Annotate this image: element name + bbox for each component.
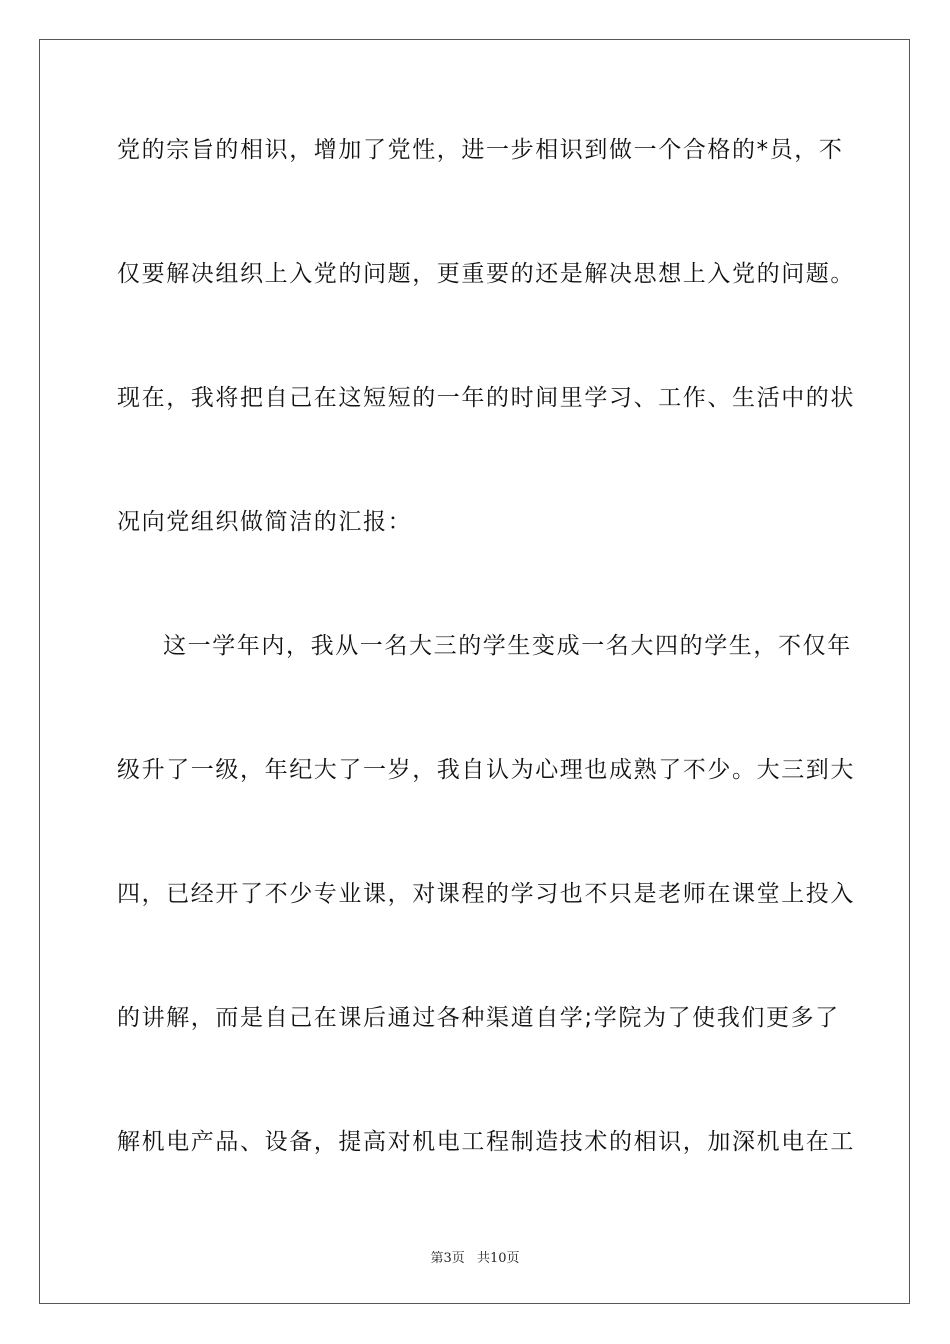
page-frame bbox=[39, 39, 910, 1304]
text-line-1: 党的宗旨的相识，增加了党性，进一步相识到做一个合格的*员，不 bbox=[117, 137, 844, 163]
text-line-2: 仅要解决组织上入党的问题，更重要的还是解决思想上入党的问题。 bbox=[117, 261, 855, 287]
text-line-7: 四，已经开了不少专业课，对课程的学习也不只是老师在课堂上投入 bbox=[117, 881, 855, 907]
text-line-4: 况向党组织做简洁的汇报： bbox=[117, 509, 413, 535]
page-total: 共10页 bbox=[476, 1251, 520, 1266]
text-line-3: 现在，我将把自己在这短短的一年的时间里学习、工作、生活中的状 bbox=[117, 385, 855, 411]
text-line-8: 的讲解，而是自己在课后通过各种渠道自学;学院为了使我们更多了 bbox=[117, 1005, 840, 1031]
text-line-9: 解机电产品、设备，提高对机电工程制造技术的相识，加深机电在工 bbox=[117, 1129, 855, 1155]
text-line-5: 这一学年内，我从一名大三的学生变成一名大四的学生，不仅年 bbox=[163, 633, 852, 659]
page-footer bbox=[0, 1247, 950, 1266]
text-line-6: 级升了一级，年纪大了一岁，我自认为心理也成熟了不少。大三到大 bbox=[117, 757, 855, 783]
page-number: 第3页 bbox=[430, 1251, 465, 1266]
